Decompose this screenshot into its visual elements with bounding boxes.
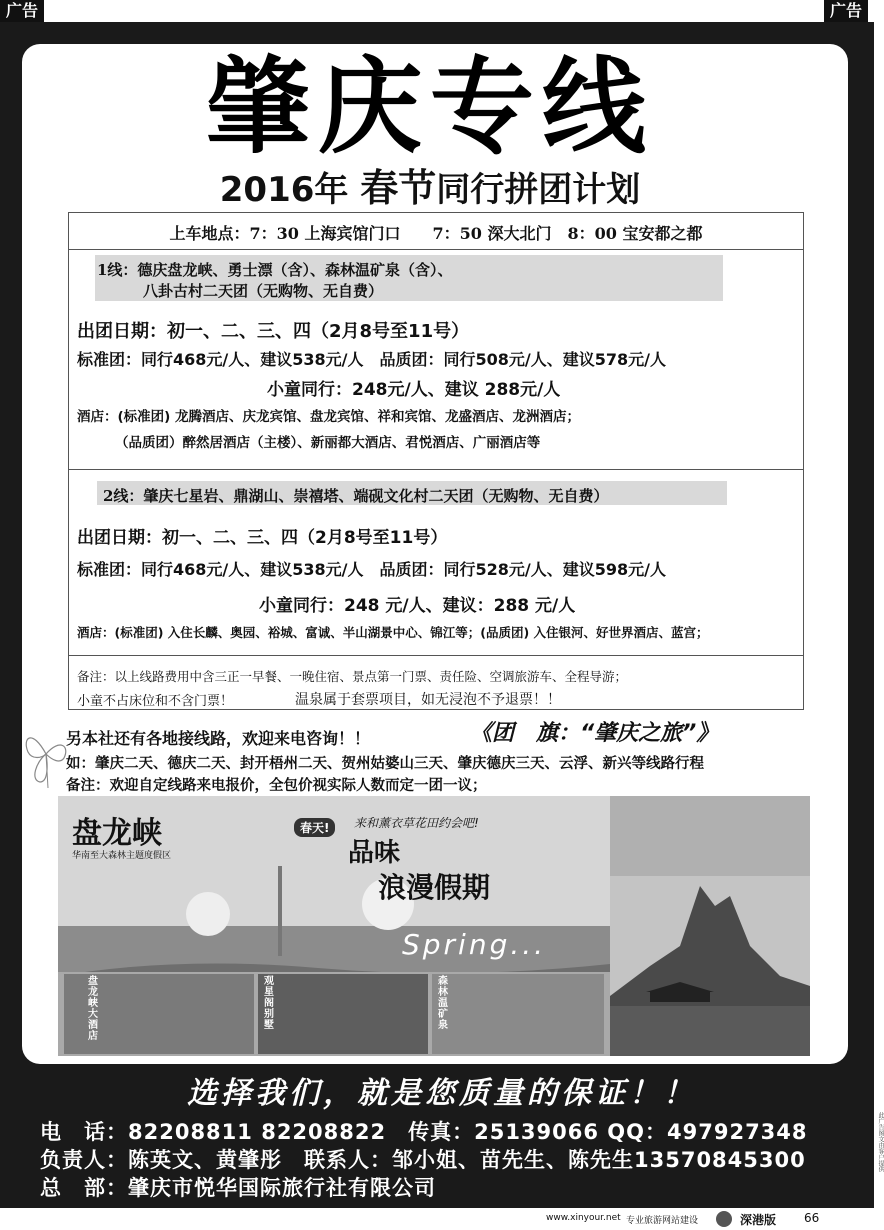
line2-route: 2线：肇庆七星岩、鼎湖山、崇禧塔、端砚文化村二天团（无购物、无自费） (103, 487, 609, 505)
footer-desc: 专业旅游网站建设 (626, 1216, 699, 1226)
note-hot-spring: 温泉属于套票项目，如无浸泡不予退票！！ (295, 692, 561, 708)
promo-brand-sub: 华南至大森林主题度假区 (72, 851, 172, 861)
ad-label-left: 广告 (0, 0, 44, 22)
line2-hotel: 酒店：(标准团) 入住长麟、奥园、裕城、富诚、半山湖景中心、锦江等；(品质团) 入住银河、好世界酒店、蓝宫； (77, 625, 709, 640)
line1-hotel-standard: 酒店：(标准团) 龙腾酒店、庆龙宾馆、盘龙宾馆、祥和宾馆、龙盛酒店、龙洲酒店； (77, 409, 581, 425)
note-line-1: 备注：以上线路费用中含三正一早餐、一晚住宿、景点第一门票、责任险、空调旅游车、全程导游； (77, 669, 628, 684)
group-flag: 《团 旗：“肇庆之旅”》 (470, 721, 719, 746)
pickup-info: 上车地点：7：30 上海宾馆门口 7：50 深大北门 8：00 宝安都之都 (169, 224, 703, 243)
line1-price: 标准团：同行468元/人、建议538元/人 品质团：同行508元/人、建议578元/人 (77, 350, 666, 369)
slogan: 选择我们，就是您质量的保证！！ (187, 1076, 697, 1111)
promo-brand: 盘龙峡 (72, 816, 162, 851)
promo-spring: Spring... (402, 928, 547, 961)
page-number: 66 (804, 1211, 820, 1225)
promo-invite: 来和薰衣草花田约会吧! (354, 816, 479, 830)
footer-site: www.xinyour.net (546, 1213, 621, 1223)
page-footer (0, 1208, 884, 1230)
side-disclaimer: 此广告图文由客户提供 (877, 1112, 884, 1172)
line2-dates: 出团日期：初一、二、三、四（2月8号至11号） (77, 528, 448, 548)
promo-thumb-hotspring: 森林温矿泉 (438, 976, 448, 1031)
note-line-2: 小童不占床位和不含门票！ (77, 694, 234, 709)
itinerary-table (68, 212, 804, 710)
subtitle-year: 2016年 (219, 170, 349, 210)
edition-badge-icon (716, 1211, 732, 1227)
promo-tag: 春天! (294, 818, 335, 837)
custom-route-remark: 备注：欢迎自定线路来电报价，全包价视实际人数而定一团一议； (66, 778, 487, 794)
contact-phone: 电 话：82208811 82208822 传真：25139066 QQ：497927348 (40, 1120, 808, 1144)
subtitle-spring: 春节 (360, 166, 437, 210)
more-routes-examples: 如：肇庆二天、德庆二天、封开梧州二天、贺州姑婆山三天、肇庆德庆三天、云浮、新兴等线路行程 (66, 756, 704, 772)
promo-headline-2: 浪漫假期 (378, 871, 491, 904)
panlong-gorge-promo-image (58, 796, 610, 1056)
line1-hotel-premium: （品质团）醉然居酒店（主楼）、新丽都大酒店、君悦酒店、广丽酒店等 (115, 435, 541, 451)
line2-child-price: 小童同行：248 元/人、建议：288 元/人 (259, 596, 576, 616)
ad-label-right: 广告 (824, 0, 868, 22)
line1-route-cont: 八卦古村二天团（无购物、无自费） (143, 282, 384, 300)
page-title: 肇庆专线 (205, 45, 654, 168)
line1-route: 1线：德庆盘龙峡、勇士漂（含）、森林温矿泉（含）、 (97, 261, 453, 279)
seven-star-crags-image (610, 796, 810, 1056)
contact-manager: 负责人：陈英文、黄肇彤 联系人：邹小姐、苗先生、陈先生13570845300 (40, 1148, 806, 1172)
line1-dates: 出团日期：初一、二、三、四（2月8号至11号） (77, 321, 470, 342)
promo-headline-1: 品味 (348, 838, 401, 868)
promo-thumb-hotel: 盘龙峡大酒店 (88, 976, 98, 1042)
line1-child-price: 小童同行：248元/人、建议 288元/人 (267, 380, 561, 400)
contact-headquarters: 总 部：肇庆市悦华国际旅行社有限公司 (40, 1176, 436, 1200)
page-subtitle (0, 168, 860, 210)
promo-thumb-villa: 观星阁别墅 (264, 976, 274, 1031)
butterfly-icon (22, 718, 70, 790)
footer-edition: 深港版 (740, 1213, 777, 1227)
more-routes-intro: 另本社还有各地接线路，欢迎来电咨询！！ (66, 729, 371, 748)
line2-price: 标准团：同行468元/人、建议538元/人 品质团：同行528元/人、建议598元/人 (77, 560, 666, 579)
subtitle-rest: 同行拼团计划 (436, 170, 641, 210)
